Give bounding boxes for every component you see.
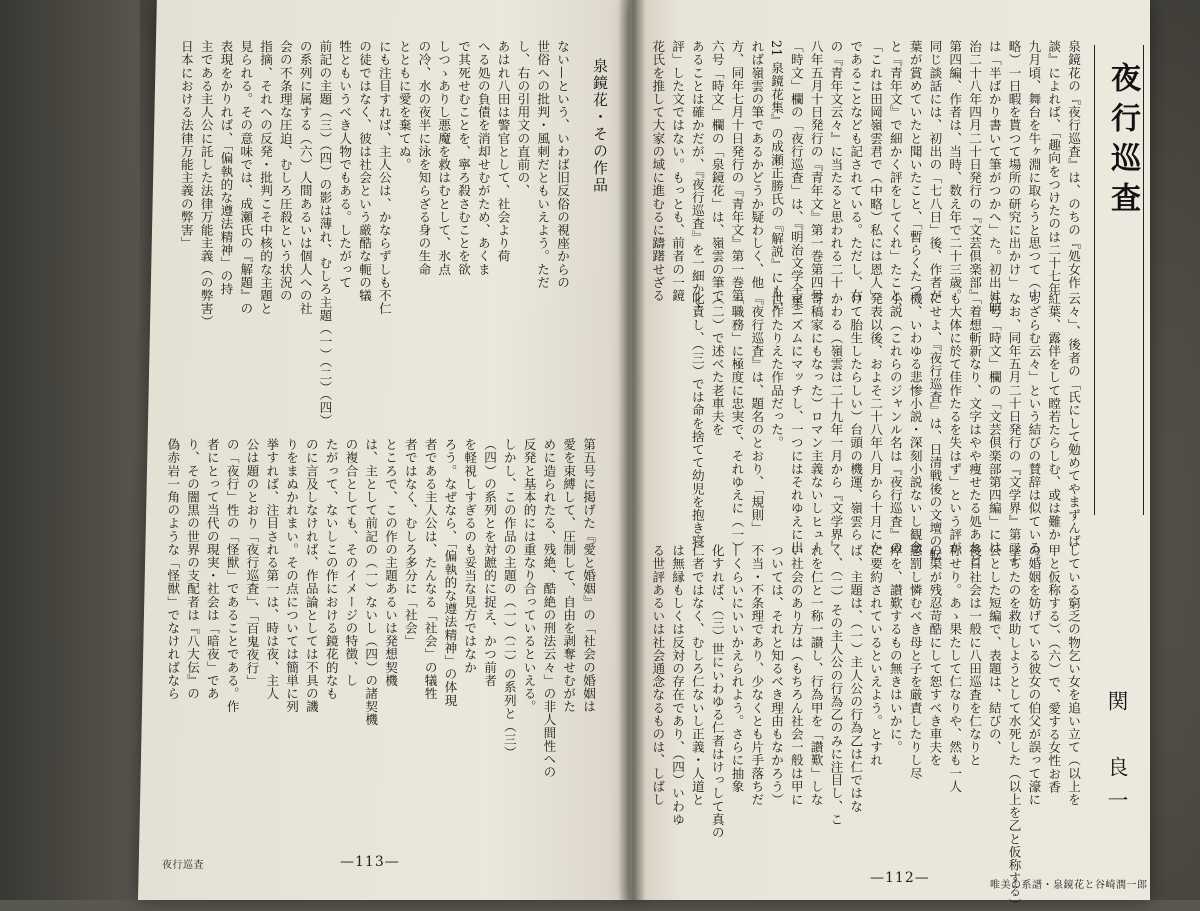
right-middle-line: 九号「時文」欄の「文芸倶楽部第四編」には [986, 292, 1002, 554]
right-upper-line: れば嶺雲の筆であるかどうか疑わしく、他 [749, 40, 765, 289]
right-middle-line: 機、いわゆる悲惨小説・深刻小説ないし観念 [907, 292, 923, 554]
left-lower-line: 者にとって当代の現実・社会は「暗夜」であ [204, 438, 220, 700]
right-lower-line: 瘁を、讃歎するもの無きはいかに。 [887, 544, 903, 754]
right-upper-text [650, 40, 1083, 316]
right-lower-line: ば、主題は、（一）主人公の行為乙は仁ではな [848, 544, 864, 813]
left-section-title: 泉鏡花・その作品 [591, 58, 609, 194]
right-page-number: —112— [870, 870, 930, 886]
right-lower-line: 甲と仮称する）、（六）で、愛する女性お香 [1046, 544, 1062, 794]
right-upper-line: 花氏を推して大家の域に進むるに躊躇せざる [650, 40, 666, 302]
left-lower-line: ろう。なぜなら、「偏執的な遵法精神」の体現 [442, 438, 458, 707]
right-upper-line: 葉が賞めていたと聞いたこと、「暫らくたつ [907, 40, 923, 296]
right-lower-line: 懲罰し憐むべき母と子を厳責したりし尽 [907, 544, 923, 780]
right-lower-line: している窮乏の物乞い女を追い立て（以上を [1066, 544, 1081, 806]
right-lower-line: 仁者ではなく、むしろ仁ないし正義・人道と [689, 544, 705, 806]
right-lower-line: れを仁と一称一讃し、行為甲を「讃歎」しな [808, 544, 824, 806]
right-middle-line: にせよ、『夜行巡査』は、日清戦後の文壇の転 [927, 292, 943, 561]
left-upper-line: の徒ではなく、彼は社会という厳酷な軛の犠 [357, 40, 373, 302]
right-lower-line: の渠が残忍苛酷にして恕すべき車夫を [927, 544, 943, 767]
left-upper-line: 見られる。その意味では、成瀬氏の『解題』の [238, 40, 254, 316]
right-lower-line: —くらいにいいかえられよう。さらに抽象 [729, 544, 745, 793]
right-lower-line: に要約されているといえよう。とすれ [868, 544, 884, 767]
left-upper-line: 表現をかりれば、「偏執的な遵法精神」の持 [218, 40, 234, 296]
left-upper-line: 日本における法律万能主義の弊害」 [178, 40, 194, 250]
left-lower-line: は、主として前記の（一）ないし（四）の諸契機 [363, 438, 379, 727]
right-lower-line: は無縁もしくは反対の存在であり、（四）いわゆ [670, 544, 686, 826]
left-upper-line: にも注目すれば、主人公は、かならずしも不仁 [376, 40, 392, 316]
right-middle-line: （二）で述べた老車夫を [709, 292, 725, 437]
right-upper-line: 九月頃、舞台を牛ヶ淵に取らうと思つて（中 [1026, 40, 1042, 302]
left-lower-line: り、その闇黒の世界の支配者は『八大伝』の [185, 438, 201, 700]
left-upper-line: で其死せむことを、寧ろ殺さむことを欲 [456, 40, 472, 276]
left-page-number: —113— [340, 854, 400, 870]
right-middle-line: 紅葉、露伴をして瞠若たらしむ、或は難か [1046, 292, 1062, 541]
right-lower-line: 墜ちたのを救助しようとして水死した（以上を乙と仮称する） [1006, 544, 1022, 911]
left-upper-line: 主である主人公に託した法律万能主義（の弊害） [198, 40, 214, 329]
left-lower-line: ところで、この作の主題あるいは発想契機 [383, 438, 399, 687]
article-title: 夜行巡査 [1105, 62, 1140, 222]
right-upper-line: は「半ばかり書いて筆がつかへ」た。初出は明 [986, 40, 1002, 316]
right-middle-line: 「職務」に極度に忠実で、それゆえに（一） [729, 292, 745, 554]
left-lower-line: （四）の系列とを対蹠的に捉え、かつ前者 [482, 438, 498, 687]
left-lower-line: 者ではなく、むしろ多分に「社会」 [402, 438, 418, 648]
left-upper-line: へる処の負債を消却せむがため、あくま [475, 40, 491, 276]
right-upper-line: 評」した文ではない。もっとも、前者の一鏡 [670, 40, 686, 302]
right-middle-line: 世作たりえた作品だった。 [769, 292, 785, 450]
background-surface [0, 0, 140, 900]
right-middle-line: も大体に於て佳作たるを失はず」という評が [947, 292, 963, 554]
left-upper-line: 世俗への批判・風刺だともいえよう。ただ [535, 40, 551, 289]
left-lower-line: の「夜行」性の「怪獣」であることである。作 [224, 438, 240, 714]
left-lower-line: りをまぬかれまい。その点については簡単に列 [284, 438, 300, 714]
left-lower-line: 公は題のとおり「夜行巡査」、「百鬼夜行」 [244, 438, 260, 688]
left-upper-line: 牲ともいうべき人物でもある。したがって [337, 40, 353, 289]
left-running-head: 夜行巡査 [162, 860, 204, 871]
right-middle-line: 叱責し、（三）では命を捨てて幼児を抱き寝 [689, 292, 705, 548]
left-upper-line: とともに愛を棄てぬ。 [396, 40, 412, 171]
left-upper-line: し、右の引用文の直前の、 [515, 40, 531, 198]
left-upper-line: の冷、水の夜半に泳を知らざる身の生命 [416, 40, 432, 276]
right-upper-line: 「時文」欄の「夜行巡査」は、『明治文学全集 [788, 40, 804, 309]
right-running-head: 唯美の系譜・泉鏡花と谷崎潤一郎 [990, 880, 1148, 891]
left-lower-line: のに言及しなければ、作品論としては不具の譏 [303, 438, 319, 714]
right-middle-line: マニズムにマッチし、一つにはそれゆえに出 [788, 292, 804, 554]
left-lower-line: たがって、ないしこの作における鏡花的なも [323, 438, 339, 700]
right-lower-line: 称せり。あゝ果たして仁なりや、然も一人 [947, 544, 963, 793]
author-name: 関 良一 [1105, 690, 1129, 822]
left-lower-line: 第五号に掲げた『愛と婚姻』の「社会の婚姻は [581, 438, 596, 714]
left-lower-line: 者である主人公は、たんなる「社会」の犠牲 [422, 438, 438, 700]
right-upper-line: 21 泉鏡花集』の成瀬正勝氏の『解説』にもい [769, 40, 785, 311]
right-lower-line: 公とした短編で、表題は、結びの、 [986, 544, 1002, 754]
right-upper-line: 治二十八年四月二十日発行の『文芸倶楽部』 [967, 40, 983, 302]
left-upper-line: ない—という、いわば旧反俗の視座からの [555, 40, 570, 289]
left-lower-line: めに造られたる、残絶、酷絶の刑法云々」の非人間性への [541, 438, 557, 779]
right-middle-line: 寄稿家にもなった）ロマン主義ないしヒュー [808, 292, 824, 554]
right-middle-line: 小説（これらのジャンル名は『夜行巡査』の [887, 292, 903, 554]
left-lower-line: を軽視しすぎるのも妥当な見方ではなか [462, 438, 478, 674]
right-upper-line: の『青年文云々』に当たると思われる二十 [828, 40, 844, 289]
left-lower-line: 挙すれば、注目される第一は、時は夜、主人 [264, 438, 280, 700]
left-lower-line: 偽赤岩一角のような「怪獣」でなければなら [165, 438, 181, 700]
left-upper-line: の系列に属する（六）人間あるいは個人への社 [297, 40, 313, 316]
right-middle-line: 『夜行巡査』は、題名のとおり、「規則」 [749, 292, 765, 535]
right-lower-line: く、（二）その主人公の行為乙のみに注目し、こ [828, 544, 844, 826]
right-lower-line: る世評あるいは社会通念なるものは、しばし [650, 544, 666, 806]
left-upper-line: あはれ八田は警官として、社会より荷 [495, 40, 511, 263]
book-gutter-shadow [618, 0, 646, 900]
right-lower-line: 化すれば、（三）世にいわゆる仁者はけっして真の [709, 544, 725, 839]
left-lower-line: しかし、この作品の主題の（一）（二）の系列と（三） [501, 438, 517, 760]
left-lower-line: 反発と基本的には重なり合っているといえる。 [521, 438, 537, 714]
left-upper-line: 前記の主題（三）（四）の影は薄れ、むしろ主題（一）（二）（四） [317, 40, 333, 428]
right-upper-line: 八年五月十日発行の『青年文』第一巻第四号 [808, 40, 824, 302]
right-lower-line: の婚姻を妨げている彼女の伯父が誤って濠に [1026, 544, 1042, 806]
left-page-columns [158, 438, 598, 833]
left-upper-line: 指摘、それへの反発・批判こそ中核的な主題と [258, 40, 274, 316]
right-middle-line: 「着想斬新なり、文字はやや痩せたる処あれど [967, 292, 983, 568]
right-middle-line: かわる（嶺雲は二十九年一月から『文学界』 [828, 292, 844, 554]
right-upper-line: であることなども記されている。ただし、右 [848, 40, 864, 302]
left-upper-text [162, 40, 572, 435]
right-lower-line: い社会のあり方は（もちろん社会一般は甲に [788, 544, 804, 806]
right-upper-line: 方、同年七月十日発行の『青年文』第一巻第 [729, 40, 745, 302]
right-upper-line: 第四編、作者は、当時、数え年で二十三歳。 [947, 40, 963, 302]
right-middle-line: なお、同年五月二十日発行の『文学界』第二十 [1006, 292, 1022, 568]
right-middle-text [655, 292, 1083, 568]
right-upper-line: 略）一日暇を貰つて場所の研究に出かけ」 [1006, 40, 1022, 289]
right-middle-line: 云々」、後者の「氏にして勉めてやまずんば [1066, 292, 1081, 548]
right-upper-line: 泉鏡花の『夜行巡査』は、のちの『処女作 [1066, 40, 1081, 289]
right-upper-line: と『青年文』で細かく評をしてくれ」たこと、 [887, 40, 903, 316]
right-upper-line: 「これは田岡嶺雲君で（中略）私には恩人」 [868, 40, 884, 302]
right-lower-line: ついては、それと知るべき理由もなかろう） [769, 544, 785, 806]
right-upper-line: 同じ談話には、初出の「七八日」後、作者が [927, 40, 943, 302]
left-lower-line: 愛を束縛して、圧制して、自由を剥奪せむがた [561, 438, 577, 714]
right-middle-line: けて胎生したらしい）台頭の機運、嶺雲ら [848, 292, 864, 541]
right-upper-line: あることは確かだが、『夜行巡査』を一細かく [689, 40, 705, 309]
right-lower-line: 不当・不条理であり、少なくとも片手落ちだ [749, 544, 765, 806]
left-upper-line: しつゝありし悪魔を救はむとして、氷点 [436, 40, 452, 276]
left-lower-line: の複合としても、そのイメージの特徴、し [343, 438, 359, 687]
right-upper-line: 談』によれば、「趣向をつけたのは二十七年 [1046, 40, 1062, 296]
right-upper-line: 六号「時文」欄の「泉鏡花」は、嶺雲の筆で [709, 40, 725, 302]
right-middle-line: らざらむ云々」という結びの賛辞は似ている。 [1026, 292, 1042, 568]
left-upper-line: 会の不条理な圧迫、むしろ圧殺という状況の [277, 40, 293, 302]
right-lower-line: 後日社会は一般に八田巡査を仁なりと [967, 544, 983, 767]
right-middle-line: 発表以後、およそ二十八年八月から十月にか [868, 292, 884, 554]
